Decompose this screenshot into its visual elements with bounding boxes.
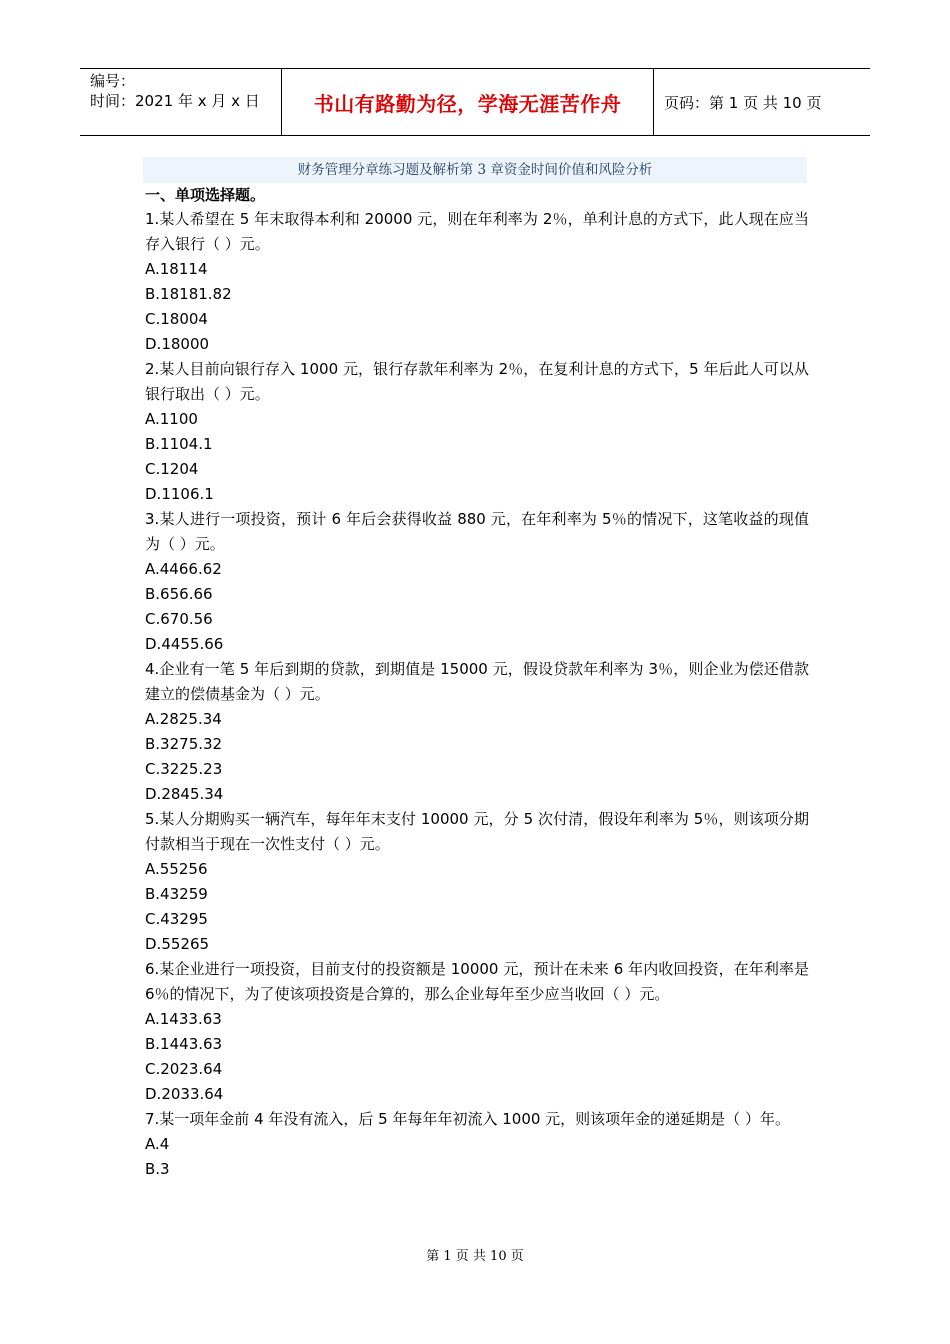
answer-option: D.4455.66 [145,635,224,653]
header-meta-cell [80,69,282,135]
answer-option: C.43295 [145,910,208,928]
page-footer: 第 1 页 共 10 页 [426,1249,524,1264]
document-title: 财务管理分章练习题及解析第 3 章资金时间价值和风险分析 [143,157,807,183]
question-text: 1.某人希望在 5 年末取得本利和 20000 元，则在年利率为 2％，单利计息的方式下，此人现在应当存入银行（ ）元。 [145,210,809,253]
time-label: 时间：2021 年 x 月 x 日 [90,92,260,110]
answer-option: A.18114 [145,260,208,278]
answer-option: C.18004 [145,310,208,328]
question-text: 3.某人进行一项投资，预计 6 年后会获得收益 880 元，在年利率为 5％的情况下，这笔收益的现值为（ ）元。 [145,510,809,553]
answer-option: A.4466.62 [145,560,222,578]
answer-option: D.55265 [145,935,210,953]
answer-option: D.2845.34 [145,785,224,803]
question-block [145,1107,809,1182]
answer-option: C.670.56 [145,610,213,628]
answer-option: B.3275.32 [145,735,223,753]
question-text: 6.某企业进行一项投资，目前支付的投资额是 10000 元，预计在未来 6 年内收回投资，在年利率是 6％的情况下，为了使该项投资是合算的，那么企业每年至少应当收回（ ）元。 [145,960,809,1003]
answer-option: D.1106.1 [145,485,214,503]
question-text: 7.某一项年金前 4 年没有流入，后 5 年每年年初流入 1000 元，则该项年金的递延期是（ ）年。 [145,1110,790,1128]
answer-option: B.1104.1 [145,435,213,453]
question-block [145,357,809,507]
header-table [80,68,870,136]
answer-option: C.3225.23 [145,760,223,778]
question-text: 4.企业有一笔 5 年后到期的贷款，到期值是 15000 元，假设贷款年利率为 3％，则企业为偿还借款建立的偿债基金为（ ）元。 [145,660,809,703]
document-body [145,183,809,1182]
question-block [145,957,809,1107]
answer-option: A.1100 [145,410,198,428]
answer-option: B.1443.63 [145,1035,223,1053]
question-block [145,657,809,807]
question-text: 2.某人目前向银行存入 1000 元，银行存款年利率为 2％，在复利计息的方式下，5 年后此人可以从银行取出（ ）元。 [145,360,809,403]
section-title: 一、单项选择题。 [145,186,266,204]
answer-option: D.2033.64 [145,1085,224,1103]
answer-option: C.1204 [145,460,199,478]
page-number-cell [654,69,870,135]
answer-option: A.55256 [145,860,208,878]
motto: 书山有路勤为径，学海无涯苦作舟 [313,91,622,116]
answer-option: C.2023.64 [145,1060,223,1078]
question-block [145,807,809,957]
question-text: 5.某人分期购买一辆汽车，每年年末支付 10000 元，分 5 次付清，假设年利率为 5％，则该项分期付款相当于现在一次性支付（ ）元。 [145,810,809,853]
answer-option: B.18181.82 [145,285,232,303]
answer-option: B.656.66 [145,585,213,603]
answer-option: D.18000 [145,335,210,353]
question-list [145,207,809,1182]
question-block [145,507,809,657]
answer-option: A.4 [145,1135,170,1153]
answer-option: A.1433.63 [145,1010,222,1028]
answer-option: B.43259 [145,885,208,903]
question-block [145,207,809,357]
answer-option: B.3 [145,1160,170,1178]
page-label: 页码：第 1 页 共 10 页 [664,93,822,112]
motto-cell [282,69,654,135]
code-label: 编号： [90,72,136,90]
answer-option: A.2825.34 [145,710,222,728]
